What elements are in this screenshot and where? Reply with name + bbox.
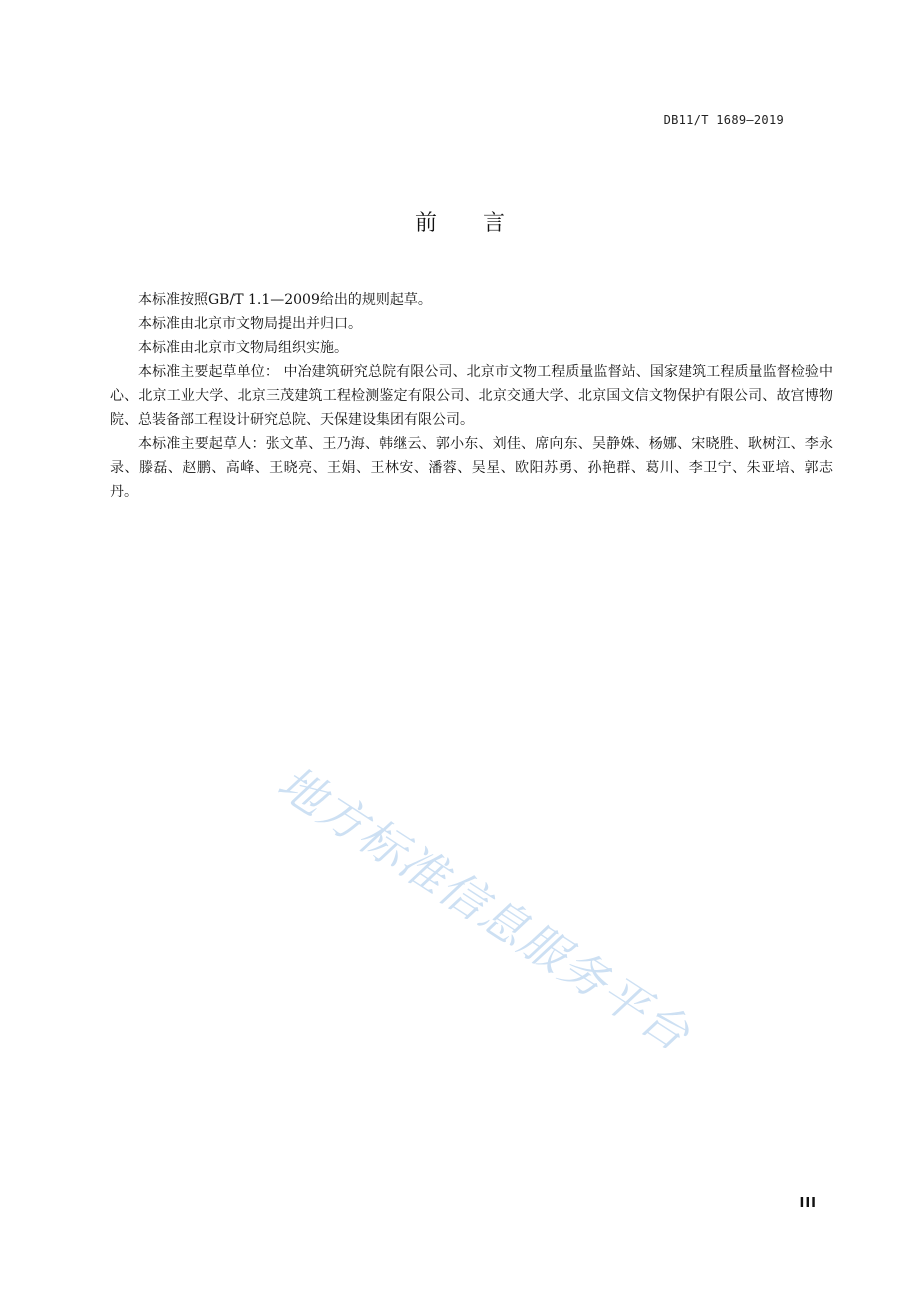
page-title: 前言	[414, 211, 551, 236]
paragraph-drafting-rule: 本标准按照GB/T 1.1—2009给出的规则起草。	[138, 292, 432, 308]
page-number: III	[799, 1196, 817, 1211]
standard-code: DB11/T 1689—2019	[663, 113, 784, 127]
document-body	[110, 288, 833, 504]
paragraph-proposer: 本标准由北京市文物局提出并归口。	[138, 316, 362, 332]
watermark: 地方标准信息服务平台	[268, 755, 701, 1062]
paragraph-drafters: 本标准主要起草人：张文革、王乃海、韩继云、郭小东、刘佳、席向东、吴静姝、杨娜、宋晓胜、耿树江、李永录、滕磊、赵鹏、高峰、王晓亮、王娟、王林安、潘蓉、吴星、欧阳苏勇、孙艳群、葛川、李卫宁、朱亚培、郭志丹。	[110, 436, 833, 500]
paragraph-drafting-units: 本标准主要起草单位： 中冶建筑研究总院有限公司、北京市文物工程质量监督站、国家建筑工程质量监督检验中心、北京工业大学、北京三茂建筑工程检测鉴定有限公司、北京交通大学、北京国文信文物保护有限公司、故宫博物院、总装备部工程设计研究总院、天保建设集团有限公司。	[110, 364, 833, 428]
paragraph-implementer: 本标准由北京市文物局组织实施。	[138, 340, 348, 356]
